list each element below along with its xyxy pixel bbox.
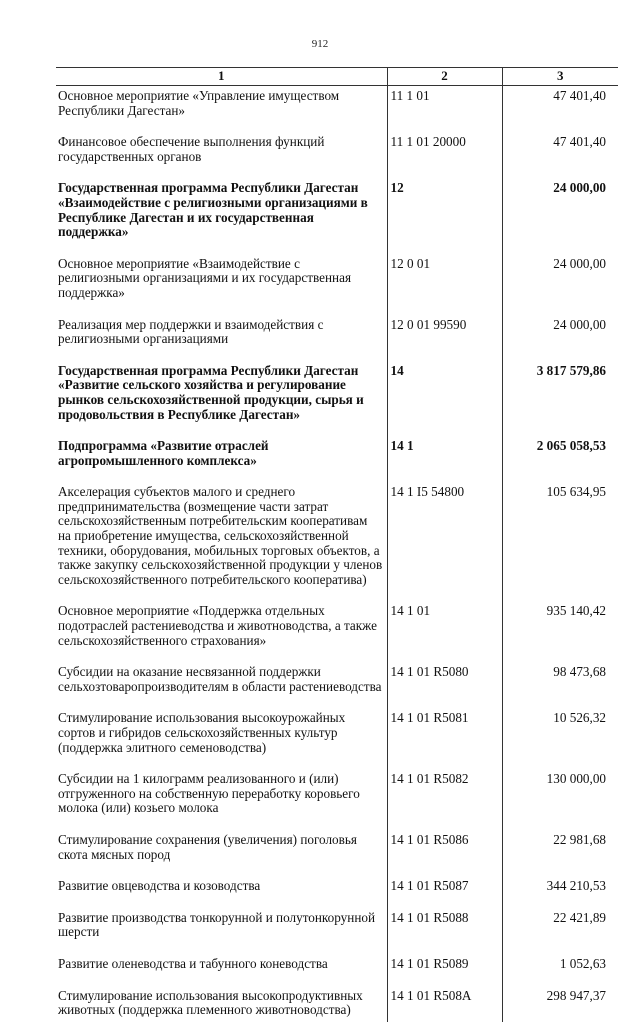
row-amount: 298 947,37 (502, 986, 618, 1022)
row-amount: 47 401,40 (502, 86, 618, 133)
row-code: 14 1 01 R508A (387, 986, 502, 1022)
row-code: 12 0 01 (387, 254, 502, 315)
row-code: 12 0 01 99590 (387, 315, 502, 361)
row-name: Субсидии на оказание несвязанной поддержки сельхозтоваропроизводителям в области растениеводства (58, 664, 382, 694)
row-code: 14 1 01 R5081 (387, 708, 502, 769)
table-row (56, 254, 618, 315)
row-name: Подпрограмма «Развитие отраслей агропромышленного комплекса» (58, 438, 269, 468)
row-name: Субсидии на 1 килограмм реализованного и (или) отгруженного на собственную переработку коровьего молока (или) козьего молока (58, 771, 360, 816)
table-row (56, 482, 618, 601)
table-row (56, 361, 618, 436)
table-row (56, 436, 618, 482)
row-name: Основное мероприятие «Поддержка отдельных подотраслей растениеводства и животноводства, а также сельскохозяйственного страхования» (58, 603, 377, 648)
column-header-amount: 3 (502, 68, 618, 86)
row-amount: 24 000,00 (502, 254, 618, 315)
row-name: Стимулирование использования высокоурожайных сортов и гибридов сельскохозяйственных культур (поддержка элитного семеноводства) (58, 710, 346, 755)
table-row (56, 86, 618, 133)
row-code: 14 1 (387, 436, 502, 482)
row-amount: 3 817 579,86 (502, 361, 618, 436)
row-name: Акселерация субъектов малого и среднего предпринимательства (возмещение части затрат сельскохозяйственным потребительским кооперативам на приобретение имущества, сельскохозяйственной техники, оборудования, мобильных торговых объектов, а также закупку сельскохозяйственной продукции у членов сельскохозяйственного потребительского кооператива) (58, 484, 383, 587)
row-code: 12 (387, 178, 502, 253)
row-name: Основное мероприятие «Взаимодействие с религиозными организациями и их государственная поддержка» (58, 255, 352, 300)
table-row (56, 908, 618, 954)
row-name: Основное мероприятие «Управление имуществом Республики Дагестан» (58, 88, 340, 118)
row-code: 14 1 01 (387, 601, 502, 662)
column-header-code: 2 (387, 68, 502, 86)
row-name: Развитие овцеводства и козоводства (58, 878, 261, 894)
row-amount: 935 140,42 (502, 601, 618, 662)
table-row (56, 662, 618, 708)
table-row (56, 708, 618, 769)
table-header-row (56, 68, 618, 86)
row-name: Государственная программа Республики Дагестан «Взаимодействие с религиозными организациями в Республике Дагестан и их государственная поддержка» (58, 180, 368, 240)
row-amount: 22 421,89 (502, 908, 618, 954)
row-code: 14 1 01 R5087 (387, 876, 502, 908)
row-name: Стимулирование сохранения (увеличения) поголовья скота мясных пород (58, 831, 357, 862)
row-code: 14 1 01 R5089 (387, 954, 502, 986)
row-amount: 24 000,00 (502, 178, 618, 253)
row-code: 14 1 01 R5086 (387, 830, 502, 876)
row-code: 14 1 I5 54800 (387, 482, 502, 601)
row-amount: 1 052,63 (502, 954, 618, 986)
table-row (56, 954, 618, 986)
table-row (56, 132, 618, 178)
row-name: Развитие оленеводства и табунного коневодства (58, 955, 328, 971)
table-row (56, 986, 618, 1022)
row-amount: 10 526,32 (502, 708, 618, 769)
row-amount: 130 000,00 (502, 769, 618, 830)
row-code: 11 1 01 (387, 86, 502, 133)
row-code: 14 1 01 R5080 (387, 662, 502, 708)
row-name: Реализация мер поддержки и взаимодействия с религиозными организациями (58, 316, 324, 347)
table-row (56, 178, 618, 253)
table-row (56, 830, 618, 876)
column-header-name: 1 (56, 68, 387, 86)
table-row (56, 876, 618, 908)
row-name: Финансовое обеспечение выполнения функций государственных органов (58, 134, 325, 164)
page-number: 912 (311, 38, 329, 50)
row-name: Государственная программа Республики Дагестан «Развитие сельского хозяйства и регулирование рынков сельскохозяйственной продукции, сырья и продовольствия в Республике Дагестан» (58, 362, 364, 422)
row-name: Развитие производства тонкорунной и полутонкорунной шерсти (58, 909, 376, 940)
table-body (56, 86, 618, 1022)
row-code: 14 (387, 361, 502, 436)
table-row (56, 315, 618, 361)
row-amount: 2 065 058,53 (502, 436, 618, 482)
row-amount: 47 401,40 (502, 132, 618, 178)
row-code: 14 1 01 R5082 (387, 769, 502, 830)
row-code: 11 1 01 20000 (387, 132, 502, 178)
table-row (56, 769, 618, 830)
row-amount: 24 000,00 (502, 315, 618, 361)
row-amount: 98 473,68 (502, 662, 618, 708)
budget-table (56, 67, 618, 1022)
row-amount: 22 981,68 (502, 830, 618, 876)
row-name: Стимулирование использования высокопродуктивных животных (поддержка племенного животноводства) (58, 987, 363, 1018)
row-amount: 105 634,95 (502, 482, 618, 601)
row-code: 14 1 01 R5088 (387, 908, 502, 954)
table-row (56, 601, 618, 662)
row-amount: 344 210,53 (502, 876, 618, 908)
